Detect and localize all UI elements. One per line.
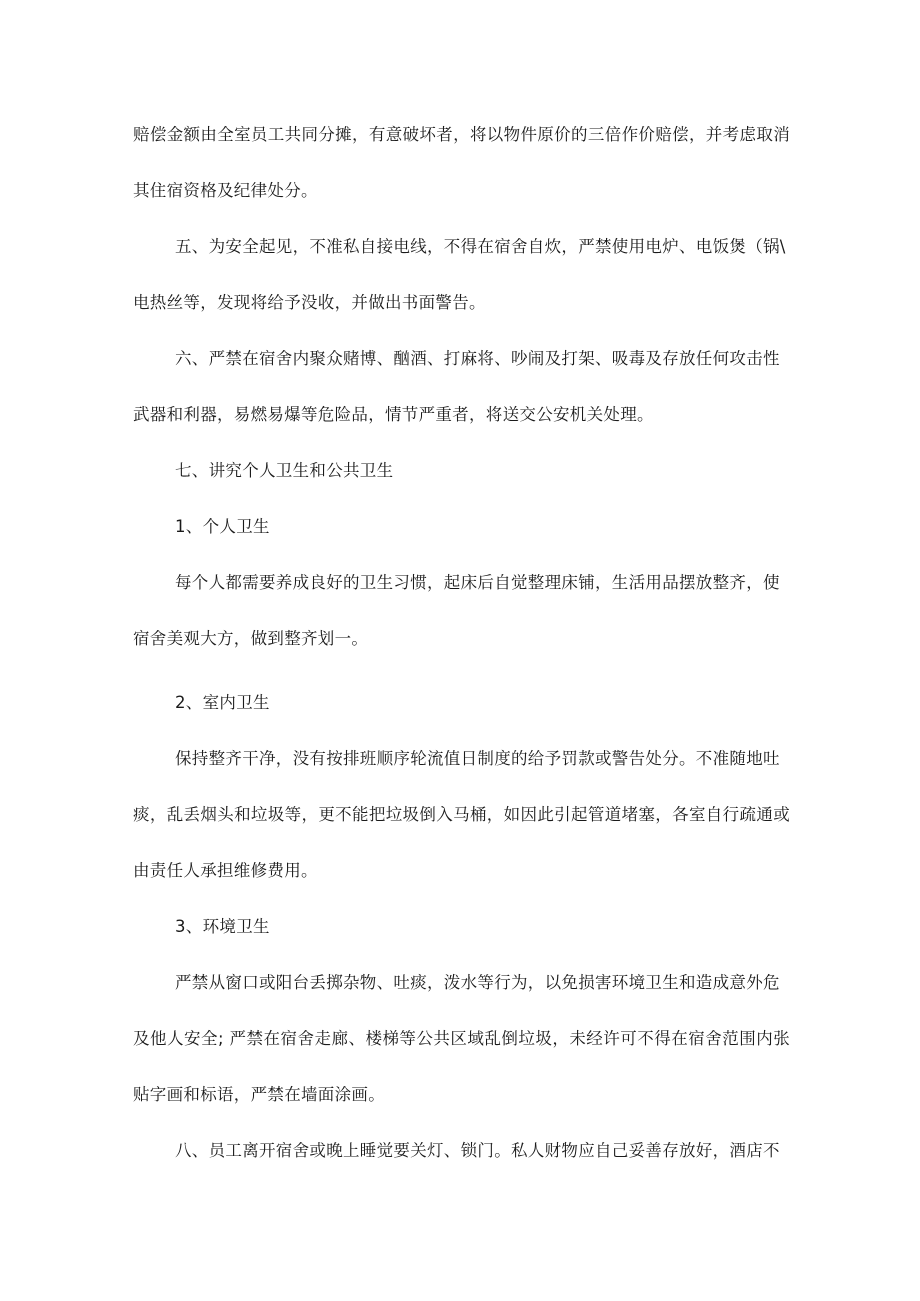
paragraph-line: 严禁从窗口或阳台丢掷杂物、吐痰，泼水等行为，以免损害环境卫生和造成意外危 [175, 973, 780, 992]
section-five-line: 五、为安全起见，不准私自接电线，不得在宿舍自炊，严禁使用电炉、电饭煲（锅\ [175, 237, 786, 256]
paragraph-line: 武器和利器，易燃易爆等危险品，情节严重者，将送交公安机关处理。 [133, 405, 654, 424]
section-six-line: 六、严禁在宿舍内聚众赌博、酗酒、打麻将、吵闹及打架、吸毒及存放任何攻击性 [175, 349, 780, 368]
paragraph-line: 保持整齐干净，没有按排班顺序轮流值日制度的给予罚款或警告处分。不准随地吐 [175, 749, 780, 768]
section-seven-heading: 七、讲究个人卫生和公共卫生 [175, 461, 394, 480]
paragraph-line: 其住宿资格及纪律处分。 [133, 181, 318, 200]
subsection-indoor-hygiene-heading: 2、室内卫生 [175, 693, 270, 712]
paragraph-line: 痰，乱丢烟头和垃圾等，更不能把垃圾倒入马桶，如因此引起管道堵塞，各室自行疏通或 [133, 805, 790, 824]
paragraph-line: 由责任人承担维修费用。 [133, 861, 318, 880]
section-eight-line: 八、员工离开宿舍或晚上睡觉要关灯、锁门。私人财物应自己妥善存放好，酒店不 [175, 1141, 780, 1160]
paragraph-line: 宿舍美观大方，做到整齐划一。 [133, 629, 369, 648]
subsection-personal-hygiene-heading: 1、个人卫生 [175, 517, 270, 536]
paragraph-line: 贴字画和标语，严禁在墙面涂画。 [133, 1085, 385, 1104]
paragraph-line: 每个人都需要养成良好的卫生习惯，起床后自觉整理床铺，生活用品摆放整齐，使 [175, 573, 780, 592]
paragraph-line: 赔偿金额由全室员工共同分摊，有意破坏者，将以物件原价的三倍作价赔偿，并考虑取消 [133, 125, 790, 144]
paragraph-line: 电热丝等，发现将给予没收，并做出书面警告。 [133, 293, 486, 312]
subsection-environment-hygiene-heading: 3、环境卫生 [175, 917, 270, 936]
paragraph-line: 及他人安全; 严禁在宿舍走廊、楼梯等公共区域乱倒垃圾，未经许可不得在宿舍范围内张 [133, 1029, 790, 1048]
